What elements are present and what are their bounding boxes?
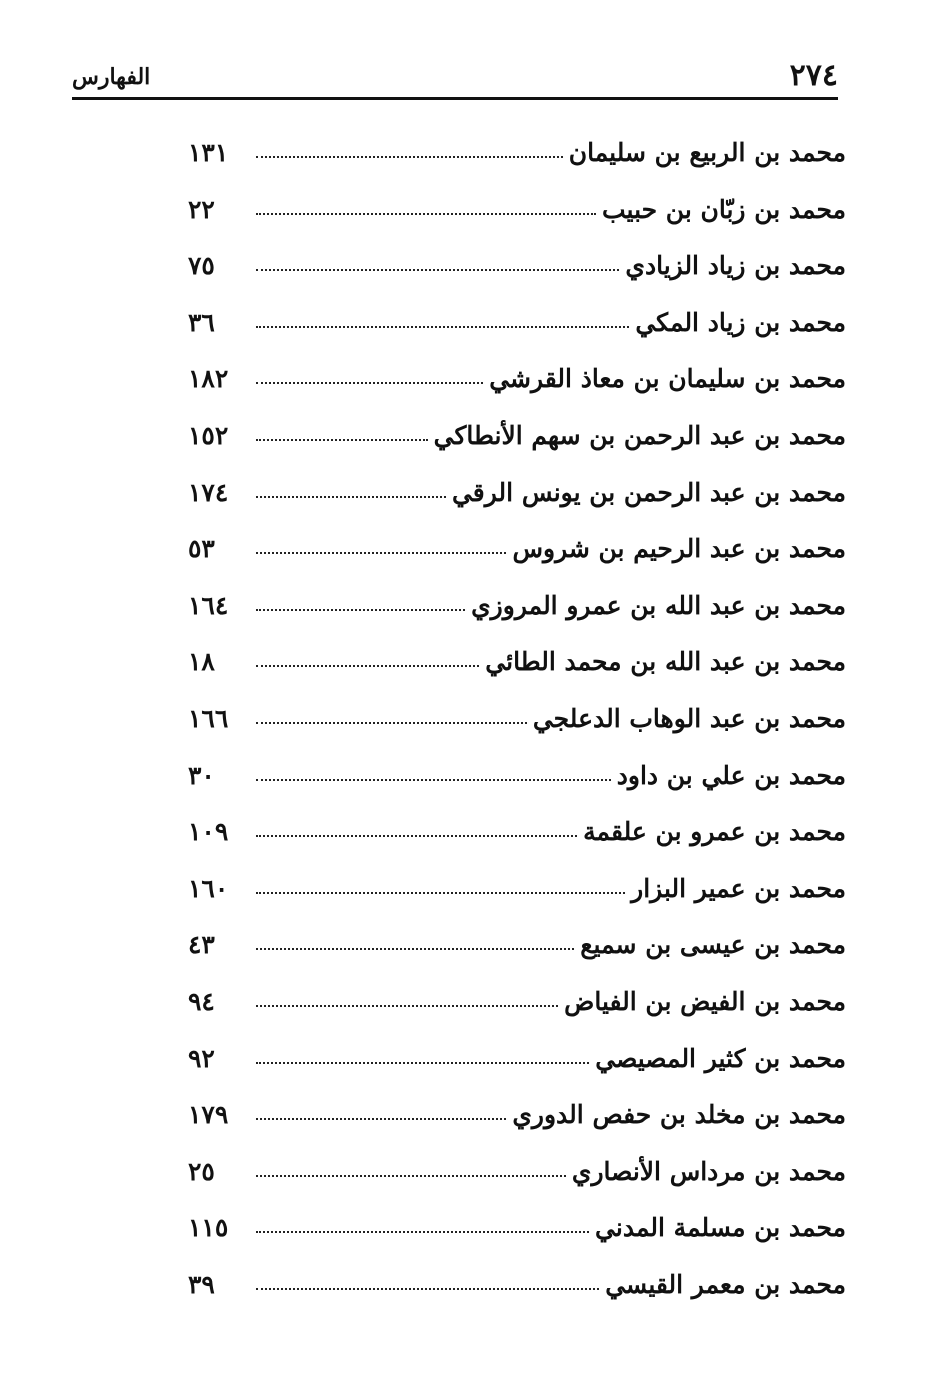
entry-name: محمد بن زياد الزيادي (625, 251, 846, 281)
index-entry (188, 466, 846, 523)
index-entry (188, 409, 846, 466)
dot-leader (256, 1174, 566, 1177)
entry-name: محمد بن علي بن داود (616, 760, 846, 790)
entry-page-number: ٥٣ (188, 534, 215, 564)
entry-page-number: ٣٦ (188, 307, 215, 337)
entry-name: محمد بن عبد الرحيم بن شروس (512, 534, 846, 564)
entry-page-number: ٢٢ (188, 194, 215, 224)
index-entry (188, 522, 846, 579)
dot-leader (256, 551, 506, 554)
entry-page-number: ١٦٤ (188, 590, 229, 620)
dot-leader (256, 268, 619, 271)
dot-leader (256, 608, 465, 611)
index-entry (188, 975, 846, 1032)
entry-name: محمد بن الفيض بن الفياض (564, 986, 846, 1016)
index-entry (188, 239, 846, 296)
entry-name: محمد بن زياد المكي (635, 307, 846, 337)
entry-name: محمد بن مرداس الأنصاري (571, 1156, 846, 1186)
dot-leader (256, 381, 483, 384)
entry-name: محمد بن معمر القيسي (605, 1269, 846, 1299)
index-entry (188, 1258, 846, 1315)
header-divider (72, 97, 838, 100)
dot-leader (256, 1004, 558, 1007)
entry-page-number: ١٨٢ (188, 364, 229, 394)
entry-page-number: ١٦٠ (188, 873, 229, 903)
entry-name: محمد بن عبد الرحمن بن سهم الأنطاكي (433, 420, 846, 450)
index-entry (188, 805, 846, 862)
entry-name: محمد بن عبد الرحمن بن يونس الرقي (451, 477, 846, 507)
dot-leader (256, 891, 625, 894)
section-title: الفهارس (72, 64, 151, 90)
page-number: ٢٧٤ (789, 58, 838, 93)
index-entry (188, 1145, 846, 1202)
entry-name: محمد بن عبد الوهاب الدعلجي (532, 703, 846, 733)
index-entry (188, 296, 846, 353)
index-entry (188, 1088, 846, 1145)
entry-name: محمد بن زبّان بن حبيب (602, 194, 846, 224)
dot-leader (256, 438, 428, 441)
index-entry (188, 862, 846, 919)
index-entry (188, 692, 846, 749)
index-entry (188, 1032, 846, 1089)
entry-name: محمد بن عبد الله بن محمد الطائي (485, 647, 846, 677)
dot-leader (256, 834, 577, 837)
entry-page-number: ١٧٤ (188, 477, 229, 507)
index-entry (188, 749, 846, 806)
entry-page-number: ٩٢ (188, 1043, 215, 1073)
entry-page-number: ١٠٩ (188, 817, 229, 847)
dot-leader (256, 664, 479, 667)
entry-page-number: ١٥٢ (188, 420, 229, 450)
entry-page-number: ٤٣ (188, 930, 215, 960)
entry-name: محمد بن سليمان بن معاذ القرشي (489, 364, 846, 394)
entry-name: محمد بن عيسى بن سميع (580, 930, 846, 960)
entry-page-number: ٧٥ (188, 251, 215, 281)
entry-page-number: ٩٤ (188, 986, 215, 1016)
entry-name: محمد بن كثير المصيصي (595, 1043, 846, 1073)
dot-leader (256, 1061, 589, 1064)
entry-name: محمد بن عبد الله بن عمرو المروزي (471, 590, 846, 620)
index-entry (188, 918, 846, 975)
entry-page-number: ١٨ (188, 647, 215, 677)
dot-leader (256, 778, 611, 781)
entry-page-number: ٣٠ (188, 760, 215, 790)
entry-name: محمد بن الربيع بن سليمان (568, 138, 846, 167)
index-entry (188, 1201, 846, 1258)
dot-leader (256, 1287, 599, 1290)
entry-page-number: ١١٥ (188, 1213, 229, 1243)
entry-name: محمد بن مخلد بن حفص الدوري (512, 1100, 846, 1130)
entry-page-number: ١٦٦ (188, 703, 229, 733)
index-entry (188, 635, 846, 692)
dot-leader (256, 212, 596, 215)
page-header (72, 58, 838, 98)
dot-leader (256, 721, 527, 724)
dot-leader (256, 947, 574, 950)
entry-name: محمد بن عمير البزار (631, 873, 846, 903)
index-entry (188, 352, 846, 409)
dot-leader (256, 325, 629, 328)
entry-page-number: ٣٩ (188, 1269, 215, 1299)
index-entry (188, 579, 846, 636)
index-entry (188, 183, 846, 240)
dot-leader (256, 1230, 589, 1233)
entry-page-number: ١٣١ (188, 138, 229, 167)
entry-name: محمد بن عمرو بن علقمة (583, 817, 846, 847)
entry-page-number: ١٧٩ (188, 1100, 229, 1130)
dot-leader (256, 495, 446, 498)
entry-page-number: ٢٥ (188, 1156, 215, 1186)
entry-name: محمد بن مسلمة المدني (595, 1213, 846, 1243)
dot-leader (256, 155, 563, 158)
index-entry (188, 126, 846, 183)
name-index-list (188, 126, 846, 1314)
dot-leader (256, 1117, 506, 1120)
